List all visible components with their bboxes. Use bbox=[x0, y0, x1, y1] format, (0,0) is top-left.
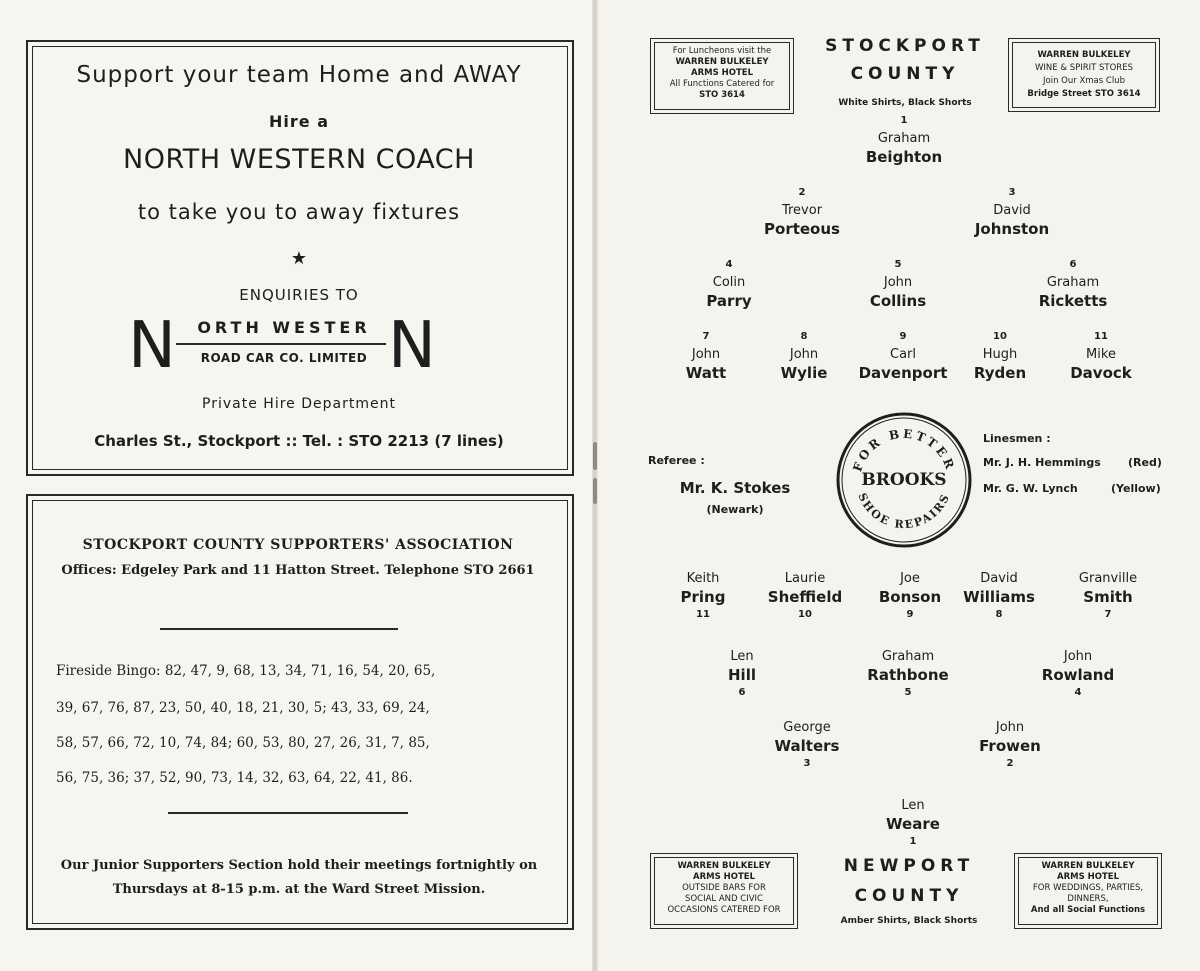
player-first-name: Trevor bbox=[781, 203, 823, 218]
ad-text: All Functions Catered for bbox=[669, 79, 775, 89]
player-number: 3 bbox=[1008, 187, 1016, 198]
player-number: 5 bbox=[894, 259, 902, 270]
player-number: 6 bbox=[1069, 259, 1077, 270]
player-first-name: George bbox=[783, 720, 831, 735]
home-player-11 bbox=[1046, 328, 1156, 382]
association-title: STOCKPORT COUNTY SUPPORTERS' ASSOCIATION bbox=[82, 537, 514, 553]
player-number: 7 bbox=[702, 331, 710, 342]
player-number: 4 bbox=[1074, 687, 1082, 698]
coach-headline: Support your team Home and AWAY bbox=[76, 62, 522, 88]
ad-text: OCCASIONS CATERED FOR bbox=[667, 905, 781, 915]
away-player-3 bbox=[752, 719, 862, 773]
ad-bottom-right bbox=[1014, 853, 1162, 929]
ad-text: And all Social Functions bbox=[1030, 905, 1146, 915]
brooks-stamp bbox=[834, 410, 974, 550]
ad-text: WARREN BULKELEY bbox=[675, 57, 769, 67]
ad-text: OUTSIDE BARS FOR bbox=[682, 883, 766, 893]
player-first-name: John bbox=[995, 720, 1025, 735]
player-last-name: Smith bbox=[1083, 588, 1133, 606]
player-last-name: Rathbone bbox=[867, 666, 949, 684]
player-first-name: David bbox=[993, 203, 1031, 218]
ad-text: SOCIAL AND CIVIC bbox=[685, 894, 763, 904]
player-first-name: Graham bbox=[881, 649, 935, 664]
home-player-1 bbox=[849, 112, 959, 166]
player-first-name: Len bbox=[901, 798, 925, 813]
player-number: 1 bbox=[900, 115, 908, 126]
player-last-name: Ryden bbox=[973, 364, 1027, 382]
player-last-name: Watt bbox=[685, 364, 727, 382]
player-number: 2 bbox=[1006, 758, 1014, 769]
player-first-name: Hugh bbox=[982, 347, 1018, 362]
brooks-stamp-icon bbox=[834, 410, 974, 550]
ad-text: ARMS HOTEL bbox=[1056, 872, 1120, 882]
home-player-5 bbox=[843, 256, 953, 310]
player-last-name: Walters bbox=[774, 737, 840, 755]
svg-text:FOR BETTER bbox=[850, 427, 957, 474]
linesman-2-flag: (Yellow) bbox=[1111, 482, 1161, 495]
away-player-8 bbox=[944, 570, 1054, 624]
player-first-name: Graham bbox=[877, 131, 931, 146]
home-player-4 bbox=[674, 256, 784, 310]
logo-n-right: N bbox=[388, 309, 436, 383]
away-player-1 bbox=[858, 797, 968, 851]
player-last-name: Davock bbox=[1070, 364, 1132, 382]
player-number: 5 bbox=[904, 687, 912, 698]
bingo-line-2: 39, 67, 76, 87, 23, 50, 40, 18, 21, 30, 5; 43, 33, 69, 24, bbox=[56, 700, 430, 716]
ad-text: For Luncheons visit the bbox=[672, 46, 772, 56]
junior-line-2: Thursdays at 8-15 p.m. at the Ward Street Mission. bbox=[112, 882, 486, 897]
away-player-6 bbox=[687, 648, 797, 702]
stamp-arc-bottom: SHOE REPAIRS bbox=[855, 491, 953, 532]
player-first-name: Colin bbox=[712, 275, 746, 290]
staple-top bbox=[593, 442, 597, 470]
away-player-5 bbox=[853, 648, 963, 702]
junior-line-1: Our Junior Supporters Section hold their meetings fortnightly on bbox=[60, 858, 538, 873]
logo-divider bbox=[176, 343, 386, 345]
away-team-name-1: NEWPORT bbox=[843, 856, 975, 876]
ad-text: WARREN BULKELEY bbox=[1037, 50, 1131, 60]
player-last-name: Beighton bbox=[865, 148, 943, 166]
player-last-name: Sheffield bbox=[767, 588, 843, 606]
home-player-7 bbox=[651, 328, 761, 382]
away-team-colours: Amber Shirts, Black Shorts bbox=[840, 916, 978, 926]
player-number: 8 bbox=[800, 331, 808, 342]
player-number: 4 bbox=[725, 259, 733, 270]
player-number: 9 bbox=[899, 331, 907, 342]
player-last-name: Pring bbox=[680, 588, 726, 606]
referee-town: (Newark) bbox=[706, 503, 764, 516]
player-last-name: Porteous bbox=[764, 220, 840, 238]
home-player-8 bbox=[749, 328, 859, 382]
player-number: 3 bbox=[803, 758, 811, 769]
away-player-10 bbox=[750, 570, 860, 624]
logo-bottom-text: ROAD CAR CO. LIMITED bbox=[200, 351, 368, 365]
player-number: 1 bbox=[909, 836, 917, 847]
ad-text: Join Our Xmas Club bbox=[1043, 76, 1125, 86]
home-player-6 bbox=[1018, 256, 1128, 310]
coach-private-hire: Private Hire Department bbox=[202, 396, 396, 412]
player-first-name: Joe bbox=[900, 571, 920, 586]
player-number: 11 bbox=[696, 609, 710, 620]
player-last-name: Bonson bbox=[878, 588, 942, 606]
player-first-name: Laurie bbox=[784, 571, 826, 586]
logo-n-left: N bbox=[128, 309, 176, 383]
linesman-2-name: Mr. G. W. Lynch bbox=[983, 482, 1078, 495]
player-last-name: Rowland bbox=[1041, 666, 1115, 684]
player-last-name: Davenport bbox=[858, 364, 948, 382]
ad-text: ARMS HOTEL bbox=[690, 68, 754, 78]
bingo-line-4: 56, 75, 36; 37, 52, 90, 73, 14, 32, 63, 64, 22, 41, 86. bbox=[56, 770, 413, 786]
stamp-name: BROOKS bbox=[861, 470, 947, 490]
referee-label: Referee : bbox=[648, 454, 705, 467]
ad-top-left bbox=[650, 38, 794, 114]
player-first-name: Graham bbox=[1046, 275, 1100, 290]
coach-address: Charles St., Stockport :: Tel. : STO 2213 (7 lines) bbox=[94, 432, 504, 450]
home-team-colours: White Shirts, Black Shorts bbox=[838, 98, 972, 108]
player-last-name: Weare bbox=[886, 815, 940, 833]
player-last-name: Williams bbox=[963, 588, 1035, 606]
player-number: 9 bbox=[906, 609, 914, 620]
player-last-name: Collins bbox=[869, 292, 927, 310]
player-number: 7 bbox=[1104, 609, 1112, 620]
home-player-2 bbox=[747, 184, 857, 238]
home-player-10 bbox=[945, 328, 1055, 382]
player-first-name: John bbox=[1063, 649, 1093, 664]
player-last-name: Wylie bbox=[780, 364, 828, 382]
coach-hire: Hire a bbox=[269, 112, 329, 131]
ad-text: DINNERS, bbox=[1067, 894, 1109, 904]
home-player-9 bbox=[848, 328, 958, 382]
player-number: 6 bbox=[738, 687, 746, 698]
player-first-name: Granville bbox=[1078, 571, 1138, 586]
staple-bottom bbox=[593, 478, 597, 504]
bingo-line-3: 58, 57, 66, 72, 10, 74, 84; 60, 53, 80, 27, 26, 31, 7, 85, bbox=[56, 735, 430, 751]
home-player-3 bbox=[957, 184, 1067, 238]
association-rule-top bbox=[160, 628, 398, 630]
association-offices: Offices: Edgeley Park and 11 Hatton Street. Telephone STO 2661 bbox=[61, 563, 535, 578]
ad-text: FOR WEDDINGS, PARTIES, bbox=[1032, 883, 1144, 893]
player-first-name: Mike bbox=[1086, 347, 1116, 362]
player-first-name: Keith bbox=[686, 571, 720, 586]
player-first-name: Len bbox=[730, 649, 754, 664]
ad-text: WARREN BULKELEY bbox=[1041, 861, 1135, 871]
away-player-7 bbox=[1053, 570, 1163, 624]
player-number: 10 bbox=[798, 609, 812, 620]
star-icon: ★ bbox=[290, 248, 308, 269]
logo-top-text: ORTH WESTER bbox=[197, 318, 371, 337]
away-player-11 bbox=[648, 570, 758, 624]
player-number: 10 bbox=[993, 331, 1007, 342]
player-last-name: Hill bbox=[728, 666, 756, 684]
coach-tagline: to take you to away fixtures bbox=[137, 200, 461, 224]
linesman-1-flag: (Red) bbox=[1128, 456, 1162, 469]
home-team-name-1: STOCKPORT bbox=[825, 36, 985, 56]
player-last-name: Frowen bbox=[979, 737, 1041, 755]
referee-name: Mr. K. Stokes bbox=[679, 479, 791, 497]
ad-text: WARREN BULKELEY bbox=[677, 861, 771, 871]
coach-enquiries: ENQUIRIES TO bbox=[239, 286, 359, 304]
svg-text:SHOE REPAIRS bbox=[855, 491, 952, 531]
linesman-1-name: Mr. J. H. Hemmings bbox=[983, 456, 1101, 469]
player-number: 8 bbox=[995, 609, 1003, 620]
coach-title: NORTH WESTERN COACH bbox=[123, 144, 475, 175]
player-last-name: Johnston bbox=[974, 220, 1050, 238]
away-team-name-2: COUNTY bbox=[854, 886, 964, 906]
player-number: 2 bbox=[798, 187, 806, 198]
ad-bottom-left bbox=[650, 853, 798, 929]
ad-text: WINE & SPIRIT STORES bbox=[1035, 63, 1133, 73]
ad-text: STO 3614 bbox=[699, 90, 745, 100]
player-first-name: John bbox=[883, 275, 913, 290]
ad-top-right bbox=[1008, 38, 1160, 112]
player-first-name: David bbox=[980, 571, 1018, 586]
association-rule-bottom bbox=[168, 812, 408, 814]
player-first-name: John bbox=[789, 347, 819, 362]
player-last-name: Parry bbox=[706, 292, 752, 310]
away-player-4 bbox=[1023, 648, 1133, 702]
bingo-line-1: Fireside Bingo: 82, 47, 9, 68, 13, 34, 71, 16, 54, 20, 65, bbox=[56, 663, 436, 679]
player-first-name: John bbox=[691, 347, 721, 362]
stamp-arc-top: FOR BETTER bbox=[850, 426, 958, 474]
away-player-2 bbox=[955, 719, 1065, 773]
home-team-name-2: COUNTY bbox=[850, 64, 960, 84]
ad-text: Bridge Street STO 3614 bbox=[1027, 89, 1141, 99]
ad-text: ARMS HOTEL bbox=[692, 872, 756, 882]
player-first-name: Carl bbox=[890, 347, 916, 362]
player-last-name: Ricketts bbox=[1038, 292, 1108, 310]
linesmen-label: Linesmen : bbox=[983, 432, 1051, 445]
player-number: 11 bbox=[1094, 331, 1108, 342]
